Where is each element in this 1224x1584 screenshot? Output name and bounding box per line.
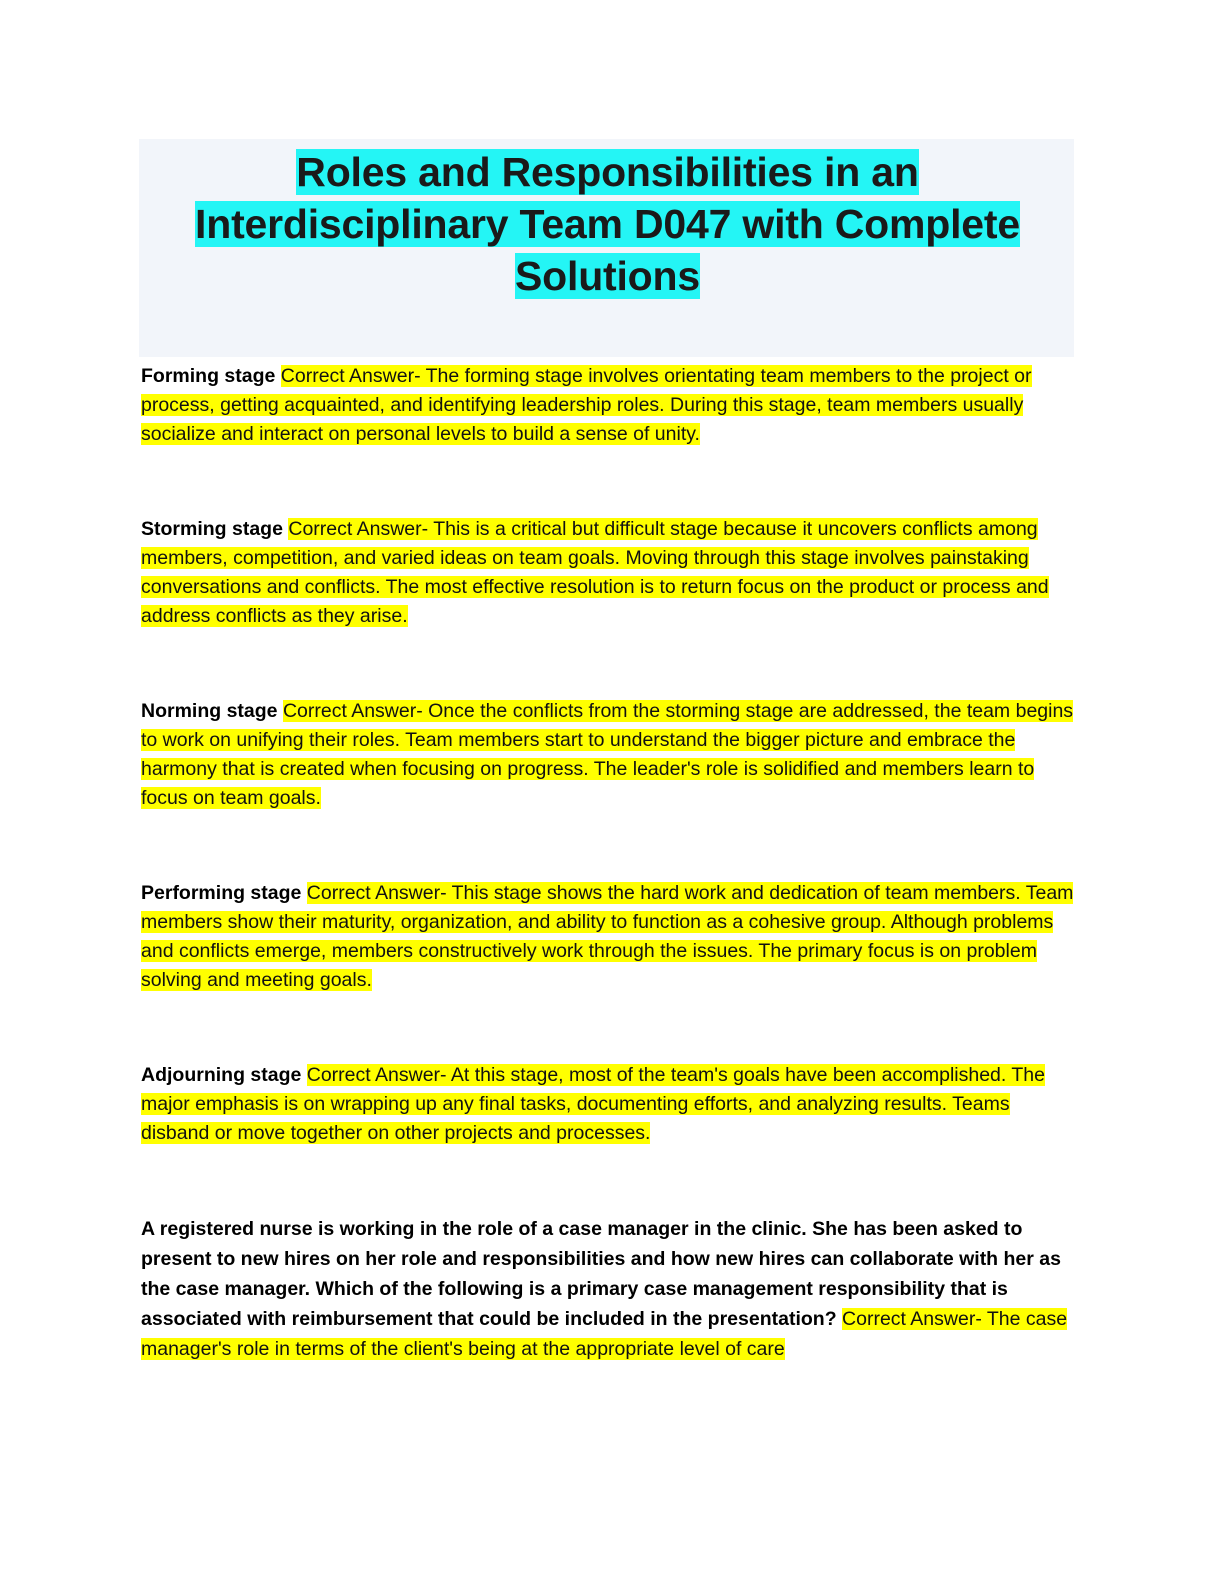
page-title [160,146,1055,302]
qa-answer: Correct Answer- This is a critical but difficult stage because it uncovers conflicts among members, competition, and varied ideas on team goals. Moving through this stage involves painstaking conversations and conflicts. The most effective resolution is to return focus on the product or process and address conflicts as they arise. [141,518,1049,627]
qa-term: Norming stage [141,700,283,722]
qa-term: Forming stage [141,365,281,387]
qa-entry [141,362,1076,449]
qa-entry [141,697,1076,813]
qa-answer: Correct Answer- The case manager's role in terms of the client's being at the appropriate level of care [141,1308,1068,1360]
qa-term: Storming stage [141,518,289,540]
qa-term: A registered nurse is working in the role of a case manager in the clinic. She has been asked to present to new hires on her role and responsibilities and how new hires can collaborate with her as the case manager. Which of the following is a primary case management responsibility that is associated with reimbursement that could be included in the presentation? [141,1218,1061,1330]
qa-term: Adjourning stage [141,1064,307,1086]
qa-term: Performing stage [141,882,307,904]
qa-answer: Correct Answer- The forming stage involves orientating team members to the project or process, getting acquainted, and identifying leadership roles. During this stage, team members usually socialize and interact on personal levels to build a sense of unity. [141,365,1032,445]
page-title-text: Roles and Responsibilities in an Interdisciplinary Team D047 with Complete Solutions [195,149,1020,299]
document-body [141,362,1076,1364]
qa-entry [141,1061,1076,1148]
qa-entry [141,1214,1076,1364]
qa-answer: Correct Answer- Once the conflicts from the storming stage are addressed, the team begins to work on unifying their roles. Team members start to understand the bigger picture and embrace the harmony that is created when focusing on progress. The leader's role is solidified and members learn to focus on team goals. [141,700,1074,809]
qa-answer: Correct Answer- This stage shows the hard work and dedication of team members. Team members show their maturity, organization, and ability to function as a cohesive group. Although problems and conflicts emerge, members constructively work through the issues. The primary focus is on problem solving and meeting goals. [141,882,1074,991]
qa-entry [141,879,1076,995]
qa-entry [141,515,1076,631]
qa-answer: Correct Answer- At this stage, most of the team's goals have been accomplished. The major emphasis is on wrapping up any final tasks, documenting efforts, and analyzing results. Teams disband or move together on other projects and processes. [141,1064,1045,1144]
